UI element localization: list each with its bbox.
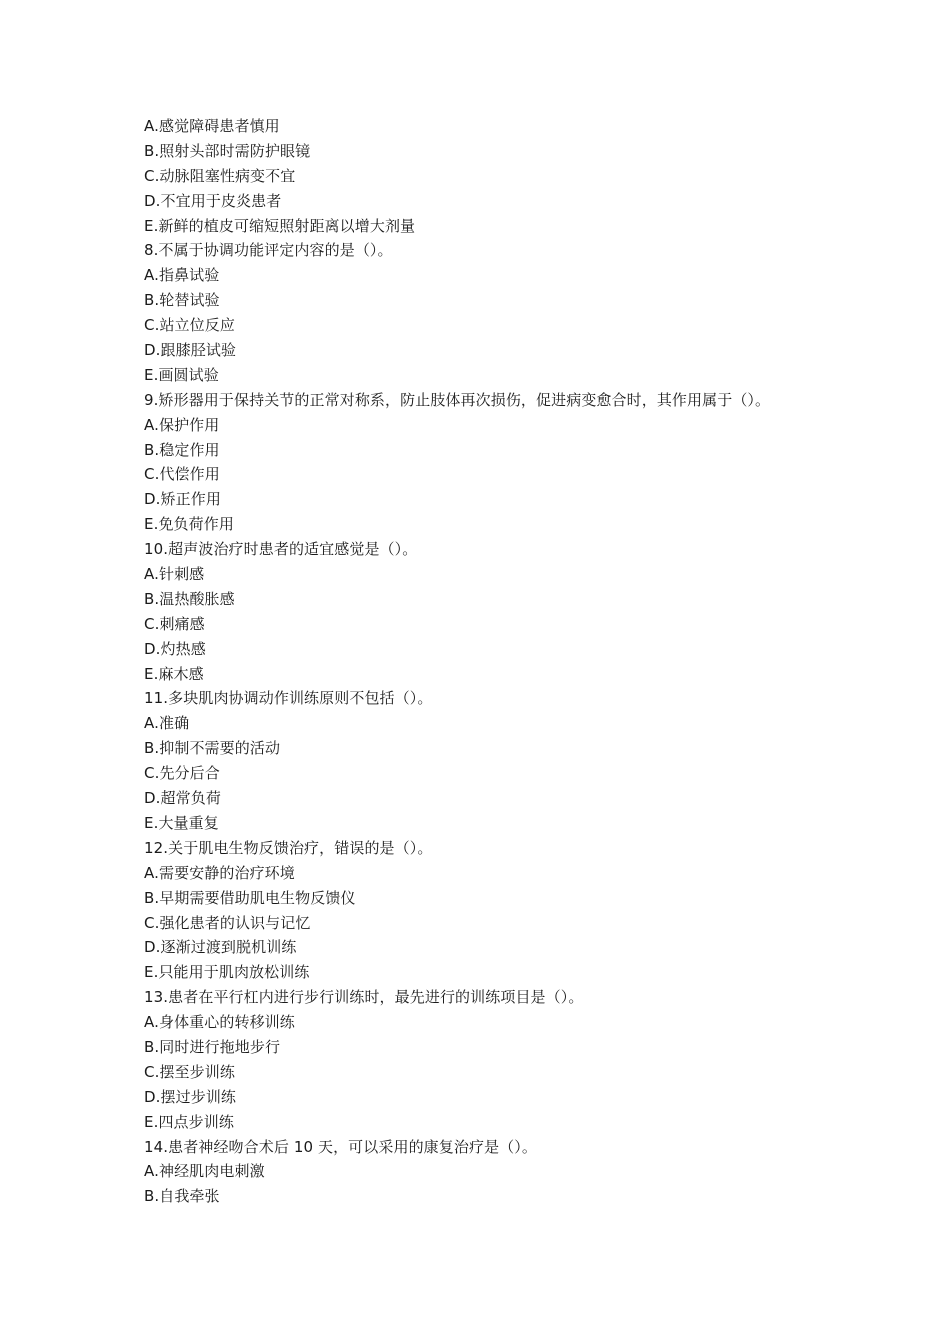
option-text: C.代偿作用 <box>144 465 220 484</box>
option-text: C.动脉阻塞性病变不宜 <box>144 166 296 185</box>
option-text: A.指鼻试验 <box>144 266 220 285</box>
option-text: A.感觉障碍患者慎用 <box>144 117 280 135</box>
option-text: E.四点步训练 <box>144 1112 234 1131</box>
option-text: B.同时进行拖地步行 <box>144 1037 281 1056</box>
option-text: C.刺痛感 <box>144 614 205 633</box>
option-text: E.免负荷作用 <box>144 515 234 534</box>
option-text: E.画圆试验 <box>144 365 219 384</box>
question-text: 13.患者在平行杠内进行步行训练时，最先进行的训练项目是（）。 <box>144 988 584 1007</box>
option-text: D.逐渐过渡到脱机训练 <box>144 938 297 957</box>
question-text: 9.矫形器用于保持关节的正常对称系，防止肢体再次损伤，促进病变愈合时，其作用属于（）。 <box>144 390 771 409</box>
option-text: C.强化患者的认识与记忆 <box>144 913 311 932</box>
question-text: 10.超声波治疗时患者的适宜感觉是（）。 <box>144 540 418 559</box>
option-text: B.自我牵张 <box>144 1187 220 1206</box>
option-text: A.神经肌肉电刺激 <box>144 1162 265 1181</box>
option-text: D.矫正作用 <box>144 490 221 509</box>
option-text: A.针刺感 <box>144 565 205 584</box>
option-text: B.温热酸胀感 <box>144 589 235 608</box>
question-list <box>144 114 844 1209</box>
option-text: B.照射头部时需防护眼镜 <box>144 141 311 160</box>
option-text: B.抑制不需要的活动 <box>144 739 281 758</box>
option-text: A.准确 <box>144 714 190 733</box>
option-text: B.早期需要借助肌电生物反馈仪 <box>144 888 356 907</box>
question-text: 12.关于肌电生物反馈治疗，错误的是（）。 <box>144 838 433 857</box>
option-text: E.只能用于肌肉放松训练 <box>144 963 310 982</box>
option-text: D.不宜用于皮炎患者 <box>144 191 282 210</box>
option-text: A.保护作用 <box>144 415 220 434</box>
question-text: 8.不属于协调功能评定内容的是（）。 <box>144 241 393 260</box>
option-text: D.超常负荷 <box>144 789 221 808</box>
option-text: D.灼热感 <box>144 639 206 658</box>
option-text: B.稳定作用 <box>144 440 220 459</box>
option-text: E.新鲜的植皮可缩短照射距离以增大剂量 <box>144 216 416 235</box>
option-text: E.麻木感 <box>144 664 204 683</box>
option-text: A.需要安静的治疗环境 <box>144 863 295 882</box>
option-text: B.轮替试验 <box>144 291 220 310</box>
option-text: A.身体重心的转移训练 <box>144 1013 295 1032</box>
option-text: C.站立位反应 <box>144 316 235 335</box>
option-text: C.摆至步训练 <box>144 1062 235 1081</box>
option-text: C.先分后合 <box>144 764 220 783</box>
option-text: D.跟膝胫试验 <box>144 341 237 360</box>
question-text: 14.患者神经吻合术后 10 天，可以采用的康复治疗是（）。 <box>144 1137 537 1156</box>
question-text: 11.多块肌肉协调动作训练原则不包括（）。 <box>144 689 433 708</box>
option-text: E.大量重复 <box>144 813 219 832</box>
option-text: D.摆过步训练 <box>144 1087 237 1106</box>
